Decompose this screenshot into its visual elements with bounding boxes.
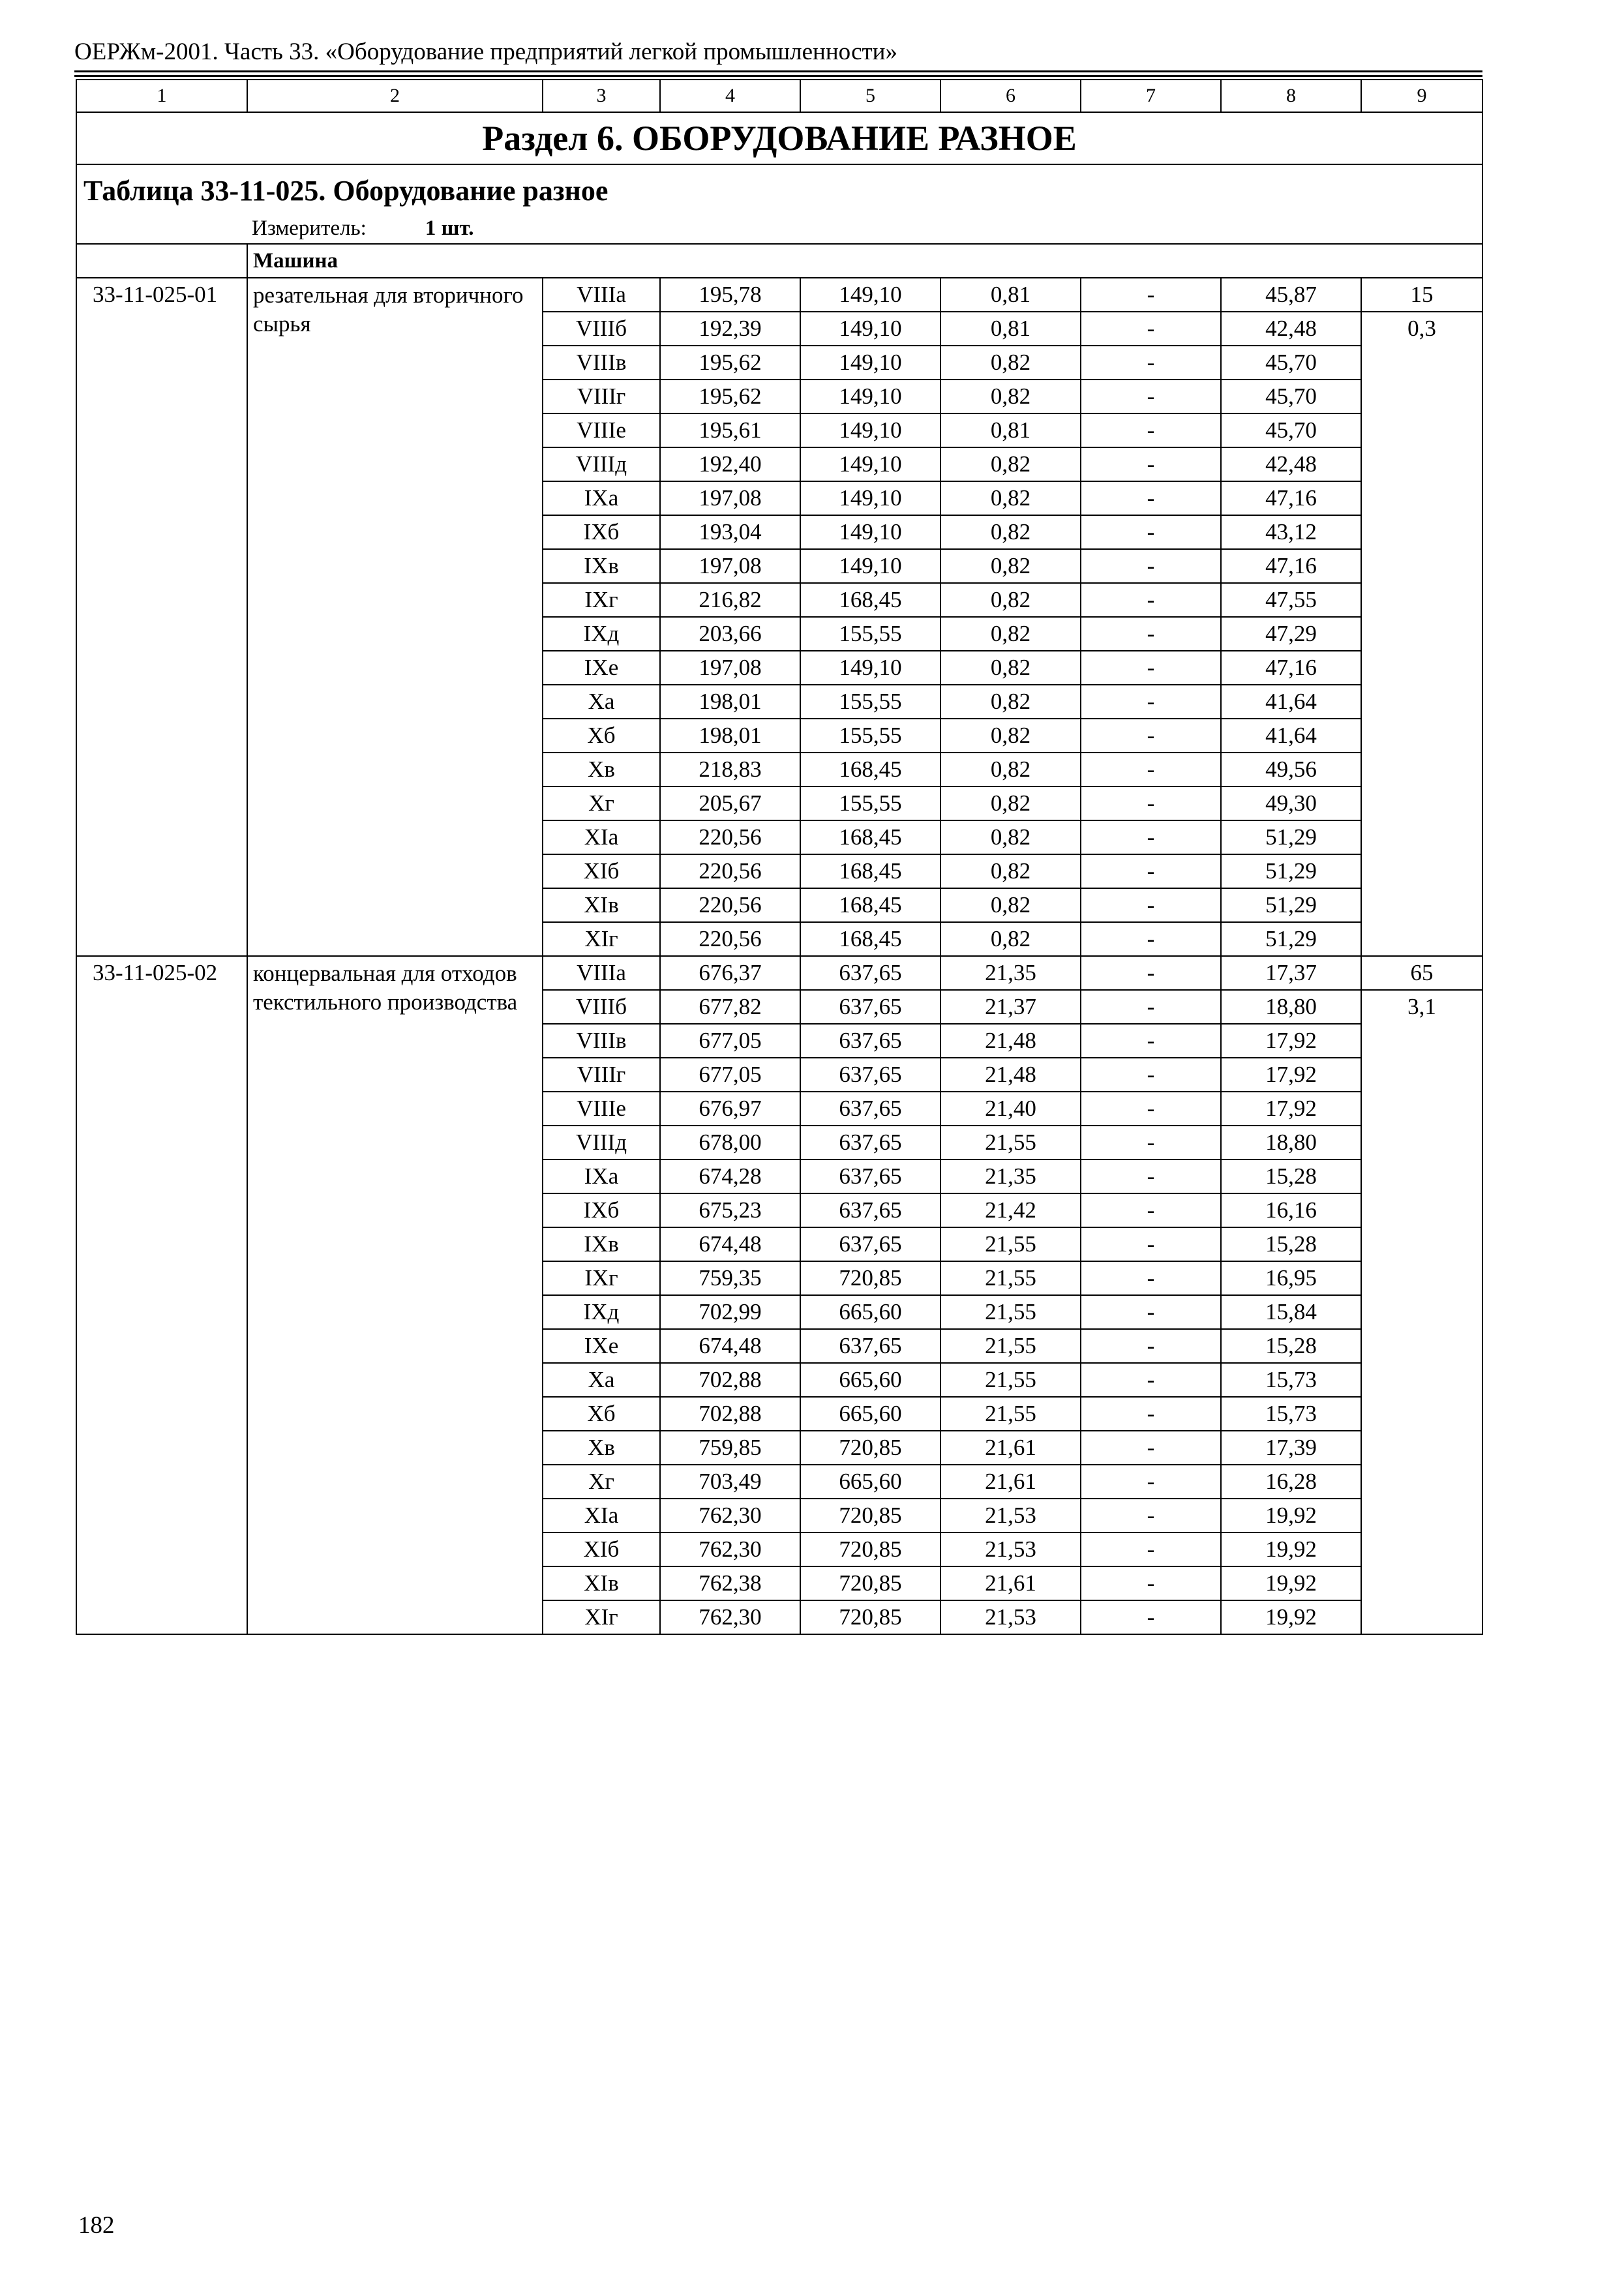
zone-cell: IXe	[543, 1329, 660, 1363]
value-col8: 47,16	[1221, 481, 1361, 515]
col9-first: 15	[1361, 278, 1482, 312]
zone-cell: VIIIг	[543, 1058, 660, 1092]
value-col7: -	[1081, 1566, 1221, 1600]
value-col6: 0,82	[940, 753, 1081, 786]
value-col5: 637,65	[800, 1227, 940, 1261]
value-col6: 0,82	[940, 854, 1081, 888]
value-col5: 665,60	[800, 1397, 940, 1431]
value-col5: 168,45	[800, 583, 940, 617]
value-col4: 675,23	[660, 1193, 800, 1227]
value-col8: 51,29	[1221, 888, 1361, 922]
value-col6: 0,82	[940, 820, 1081, 854]
value-col4: 197,08	[660, 549, 800, 583]
value-col5: 637,65	[800, 1058, 940, 1092]
value-col6: 0,82	[940, 685, 1081, 719]
value-col4: 678,00	[660, 1126, 800, 1159]
value-col6: 0,82	[940, 719, 1081, 753]
zone-cell: Xг	[543, 786, 660, 820]
column-number: 4	[660, 80, 800, 112]
value-col7: -	[1081, 515, 1221, 549]
value-col6: 0,82	[940, 481, 1081, 515]
value-col5: 155,55	[800, 786, 940, 820]
zone-cell: VIIIг	[543, 380, 660, 413]
value-col6: 0,82	[940, 583, 1081, 617]
value-col4: 759,85	[660, 1431, 800, 1465]
zone-cell: Xa	[543, 1363, 660, 1397]
table-row	[76, 278, 1482, 312]
value-col6: 0,82	[940, 515, 1081, 549]
value-col5: 720,85	[800, 1566, 940, 1600]
value-col6: 21,61	[940, 1566, 1081, 1600]
section-row	[76, 112, 1482, 164]
value-col4: 674,48	[660, 1329, 800, 1363]
value-col4: 220,56	[660, 854, 800, 888]
value-col5: 149,10	[800, 481, 940, 515]
value-col6: 21,40	[940, 1092, 1081, 1126]
running-header: ОЕРЖм-2001. Часть 33. «Оборудование предприятий легкой промышленности»	[74, 38, 897, 65]
value-col8: 15,73	[1221, 1397, 1361, 1431]
measure-label: Измеритель:	[252, 217, 367, 240]
value-col7: -	[1081, 786, 1221, 820]
value-col6: 21,55	[940, 1126, 1081, 1159]
value-col5: 149,10	[800, 278, 940, 312]
zone-cell: VIIIв	[543, 346, 660, 380]
value-col8: 16,28	[1221, 1465, 1361, 1499]
column-number: 9	[1361, 80, 1482, 112]
value-col7: -	[1081, 854, 1221, 888]
value-col8: 43,12	[1221, 515, 1361, 549]
value-col7: -	[1081, 990, 1221, 1024]
value-col6: 0,82	[940, 549, 1081, 583]
entry-name: концервальная для отходов текстильного производства	[247, 956, 543, 1634]
value-col7: -	[1081, 1024, 1221, 1058]
col9-first: 65	[1361, 956, 1482, 990]
value-col4: 192,39	[660, 312, 800, 346]
value-col8: 17,39	[1221, 1431, 1361, 1465]
value-col8: 41,64	[1221, 685, 1361, 719]
value-col5: 149,10	[800, 312, 940, 346]
value-col6: 21,55	[940, 1295, 1081, 1329]
value-col4: 702,99	[660, 1295, 800, 1329]
zone-cell: IXв	[543, 1227, 660, 1261]
value-col5: 168,45	[800, 922, 940, 956]
value-col8: 19,92	[1221, 1566, 1361, 1600]
value-col5: 637,65	[800, 956, 940, 990]
column-number-row	[76, 80, 1482, 112]
zone-cell: XIa	[543, 820, 660, 854]
value-col8: 19,92	[1221, 1533, 1361, 1566]
zone-cell: Xa	[543, 685, 660, 719]
value-col6: 0,82	[940, 617, 1081, 651]
zone-cell: XIв	[543, 1566, 660, 1600]
value-col6: 0,81	[940, 413, 1081, 447]
column-number: 7	[1081, 80, 1221, 112]
value-col4: 193,04	[660, 515, 800, 549]
header-rule-top	[74, 70, 1482, 72]
value-col7: -	[1081, 1193, 1221, 1227]
zone-cell: Xб	[543, 1397, 660, 1431]
value-col5: 637,65	[800, 1159, 940, 1193]
column-number: 2	[247, 80, 543, 112]
value-col6: 0,82	[940, 786, 1081, 820]
rates-table	[76, 79, 1483, 1635]
zone-cell: Xг	[543, 1465, 660, 1499]
value-col7: -	[1081, 956, 1221, 990]
value-col6: 21,37	[940, 990, 1081, 1024]
value-col5: 168,45	[800, 753, 940, 786]
value-col6: 21,53	[940, 1533, 1081, 1566]
value-col7: -	[1081, 685, 1221, 719]
value-col4: 674,28	[660, 1159, 800, 1193]
value-col5: 720,85	[800, 1600, 940, 1634]
column-number: 8	[1221, 80, 1361, 112]
zone-cell: VIIIд	[543, 1126, 660, 1159]
value-col7: -	[1081, 1533, 1221, 1566]
value-col8: 51,29	[1221, 854, 1361, 888]
value-col7: -	[1081, 1092, 1221, 1126]
group-row	[76, 244, 1482, 278]
value-col5: 637,65	[800, 1193, 940, 1227]
col9-second: 0,3	[1361, 312, 1482, 956]
value-col6: 21,55	[940, 1227, 1081, 1261]
zone-cell: IXд	[543, 1295, 660, 1329]
zone-cell: XIб	[543, 854, 660, 888]
zone-cell: IXa	[543, 481, 660, 515]
value-col7: -	[1081, 1431, 1221, 1465]
value-col6: 0,82	[940, 346, 1081, 380]
value-col5: 168,45	[800, 820, 940, 854]
value-col6: 21,35	[940, 1159, 1081, 1193]
value-col8: 45,70	[1221, 346, 1361, 380]
value-col5: 637,65	[800, 1329, 940, 1363]
zone-cell: IXe	[543, 651, 660, 685]
value-col7: -	[1081, 922, 1221, 956]
value-col4: 702,88	[660, 1397, 800, 1431]
value-col5: 637,65	[800, 1092, 940, 1126]
zone-cell: Xб	[543, 719, 660, 753]
value-col8: 18,80	[1221, 990, 1361, 1024]
column-number: 6	[940, 80, 1081, 112]
value-col6: 21,53	[940, 1600, 1081, 1634]
value-col5: 155,55	[800, 719, 940, 753]
value-col4: 674,48	[660, 1227, 800, 1261]
value-col8: 47,16	[1221, 549, 1361, 583]
value-col7: -	[1081, 1227, 1221, 1261]
value-col5: 637,65	[800, 1024, 940, 1058]
value-col4: 195,61	[660, 413, 800, 447]
value-col4: 762,38	[660, 1566, 800, 1600]
value-col7: -	[1081, 617, 1221, 651]
column-number: 1	[76, 80, 247, 112]
zone-cell: VIIIб	[543, 312, 660, 346]
value-col7: -	[1081, 1126, 1221, 1159]
value-col5: 149,10	[800, 413, 940, 447]
value-col7: -	[1081, 1295, 1221, 1329]
value-col7: -	[1081, 583, 1221, 617]
value-col5: 665,60	[800, 1465, 940, 1499]
value-col6: 21,61	[940, 1465, 1081, 1499]
page-number: 182	[78, 2212, 115, 2239]
value-col7: -	[1081, 1329, 1221, 1363]
value-col8: 15,73	[1221, 1363, 1361, 1397]
value-col4: 220,56	[660, 922, 800, 956]
value-col5: 665,60	[800, 1295, 940, 1329]
value-col4: 677,05	[660, 1024, 800, 1058]
value-col5: 665,60	[800, 1363, 940, 1397]
value-col8: 45,70	[1221, 413, 1361, 447]
value-col7: -	[1081, 312, 1221, 346]
zone-cell: IXв	[543, 549, 660, 583]
value-col6: 0,81	[940, 278, 1081, 312]
value-col6: 21,35	[940, 956, 1081, 990]
value-col4: 195,62	[660, 380, 800, 413]
value-col7: -	[1081, 753, 1221, 786]
zone-cell: VIIIб	[543, 990, 660, 1024]
value-col4: 677,05	[660, 1058, 800, 1092]
value-col6: 21,55	[940, 1363, 1081, 1397]
value-col6: 0,82	[940, 447, 1081, 481]
value-col8: 51,29	[1221, 820, 1361, 854]
value-col7: -	[1081, 549, 1221, 583]
measure-line	[77, 207, 1482, 241]
zone-cell: XIб	[543, 1533, 660, 1566]
table-title: Таблица 33-11-025. Оборудование разное	[83, 175, 609, 207]
value-col4: 702,88	[660, 1363, 800, 1397]
value-col6: 21,42	[940, 1193, 1081, 1227]
value-col4: 703,49	[660, 1465, 800, 1499]
zone-cell: IXг	[543, 583, 660, 617]
value-col7: -	[1081, 413, 1221, 447]
zone-cell: Xв	[543, 753, 660, 786]
value-col8: 17,92	[1221, 1024, 1361, 1058]
table-title-cell	[76, 164, 1482, 244]
value-col8: 47,29	[1221, 617, 1361, 651]
group-code-cell	[76, 244, 247, 278]
zone-cell: VIIIe	[543, 413, 660, 447]
measure-unit: 1 шт.	[425, 217, 474, 240]
value-col8: 15,28	[1221, 1227, 1361, 1261]
value-col4: 197,08	[660, 651, 800, 685]
value-col8: 42,48	[1221, 312, 1361, 346]
value-col5: 637,65	[800, 1126, 940, 1159]
value-col7: -	[1081, 380, 1221, 413]
zone-cell: VIIIa	[543, 278, 660, 312]
value-col4: 203,66	[660, 617, 800, 651]
value-col8: 42,48	[1221, 447, 1361, 481]
header-rule-bottom	[74, 75, 1482, 77]
value-col5: 149,10	[800, 549, 940, 583]
value-col5: 720,85	[800, 1431, 940, 1465]
entry-code: 33-11-025-01	[76, 278, 247, 956]
entry-code: 33-11-025-02	[76, 956, 247, 1634]
value-col8: 19,92	[1221, 1600, 1361, 1634]
value-col4: 762,30	[660, 1533, 800, 1566]
value-col8: 17,92	[1221, 1092, 1361, 1126]
value-col4: 676,97	[660, 1092, 800, 1126]
value-col6: 21,48	[940, 1024, 1081, 1058]
table-title-row	[76, 164, 1482, 244]
value-col6: 0,82	[940, 380, 1081, 413]
value-col7: -	[1081, 1261, 1221, 1295]
value-col7: -	[1081, 1363, 1221, 1397]
value-col4: 198,01	[660, 685, 800, 719]
value-col4: 195,62	[660, 346, 800, 380]
value-col7: -	[1081, 481, 1221, 515]
zone-cell: VIIIe	[543, 1092, 660, 1126]
value-col5: 720,85	[800, 1261, 940, 1295]
value-col8: 45,70	[1221, 380, 1361, 413]
zone-cell: XIв	[543, 888, 660, 922]
zone-cell: Xв	[543, 1431, 660, 1465]
value-col5: 149,10	[800, 651, 940, 685]
value-col8: 19,92	[1221, 1499, 1361, 1533]
value-col6: 21,48	[940, 1058, 1081, 1092]
value-col4: 220,56	[660, 820, 800, 854]
value-col7: -	[1081, 1600, 1221, 1634]
value-col5: 168,45	[800, 888, 940, 922]
zone-cell: IXб	[543, 515, 660, 549]
value-col8: 49,30	[1221, 786, 1361, 820]
value-col5: 149,10	[800, 447, 940, 481]
entry-name: резательная для вторичного сырья	[247, 278, 543, 956]
value-col8: 18,80	[1221, 1126, 1361, 1159]
value-col7: -	[1081, 820, 1221, 854]
value-col4: 216,82	[660, 583, 800, 617]
value-col7: -	[1081, 447, 1221, 481]
value-col7: -	[1081, 1058, 1221, 1092]
section-title: Раздел 6. ОБОРУДОВАНИЕ РАЗНОЕ	[76, 112, 1482, 164]
value-col7: -	[1081, 1159, 1221, 1193]
value-col7: -	[1081, 346, 1221, 380]
column-number: 3	[543, 80, 660, 112]
table-row	[76, 956, 1482, 990]
value-col8: 16,16	[1221, 1193, 1361, 1227]
value-col8: 15,84	[1221, 1295, 1361, 1329]
zone-cell: VIIIa	[543, 956, 660, 990]
zone-cell: VIIIд	[543, 447, 660, 481]
value-col8: 41,64	[1221, 719, 1361, 753]
value-col7: -	[1081, 651, 1221, 685]
col9-second: 3,1	[1361, 990, 1482, 1634]
zone-cell: VIIIв	[543, 1024, 660, 1058]
value-col4: 192,40	[660, 447, 800, 481]
value-col4: 205,67	[660, 786, 800, 820]
value-col5: 168,45	[800, 854, 940, 888]
value-col8: 16,95	[1221, 1261, 1361, 1295]
value-col8: 47,16	[1221, 651, 1361, 685]
value-col6: 21,53	[940, 1499, 1081, 1533]
value-col6: 21,55	[940, 1397, 1081, 1431]
value-col5: 720,85	[800, 1533, 940, 1566]
value-col4: 762,30	[660, 1499, 800, 1533]
value-col8: 15,28	[1221, 1329, 1361, 1363]
value-col7: -	[1081, 1397, 1221, 1431]
group-label: Машина	[247, 244, 1482, 278]
zone-cell: XIг	[543, 922, 660, 956]
zone-cell: IXд	[543, 617, 660, 651]
value-col8: 47,55	[1221, 583, 1361, 617]
value-col8: 49,56	[1221, 753, 1361, 786]
value-col6: 21,55	[940, 1261, 1081, 1295]
value-col6: 0,82	[940, 922, 1081, 956]
value-col7: -	[1081, 1465, 1221, 1499]
value-col6: 0,82	[940, 888, 1081, 922]
value-col5: 149,10	[800, 515, 940, 549]
value-col7: -	[1081, 719, 1221, 753]
value-col4: 220,56	[660, 888, 800, 922]
value-col8: 17,92	[1221, 1058, 1361, 1092]
zone-cell: XIг	[543, 1600, 660, 1634]
value-col8: 45,87	[1221, 278, 1361, 312]
value-col4: 195,78	[660, 278, 800, 312]
value-col8: 17,37	[1221, 956, 1361, 990]
zone-cell: IXa	[543, 1159, 660, 1193]
value-col5: 155,55	[800, 617, 940, 651]
value-col6: 0,81	[940, 312, 1081, 346]
zone-cell: XIa	[543, 1499, 660, 1533]
value-col6: 0,82	[940, 651, 1081, 685]
value-col5: 149,10	[800, 380, 940, 413]
value-col4: 762,30	[660, 1600, 800, 1634]
value-col5: 149,10	[800, 346, 940, 380]
column-number: 5	[800, 80, 940, 112]
value-col5: 155,55	[800, 685, 940, 719]
value-col5: 637,65	[800, 990, 940, 1024]
value-col6: 21,61	[940, 1431, 1081, 1465]
value-col4: 759,35	[660, 1261, 800, 1295]
value-col6: 21,55	[940, 1329, 1081, 1363]
value-col4: 197,08	[660, 481, 800, 515]
value-col8: 51,29	[1221, 922, 1361, 956]
zone-cell: IXг	[543, 1261, 660, 1295]
value-col4: 198,01	[660, 719, 800, 753]
value-col4: 218,83	[660, 753, 800, 786]
value-col8: 15,28	[1221, 1159, 1361, 1193]
value-col7: -	[1081, 1499, 1221, 1533]
value-col4: 676,37	[660, 956, 800, 990]
value-col5: 720,85	[800, 1499, 940, 1533]
value-col7: -	[1081, 888, 1221, 922]
zone-cell: IXб	[543, 1193, 660, 1227]
value-col4: 677,82	[660, 990, 800, 1024]
value-col7: -	[1081, 278, 1221, 312]
